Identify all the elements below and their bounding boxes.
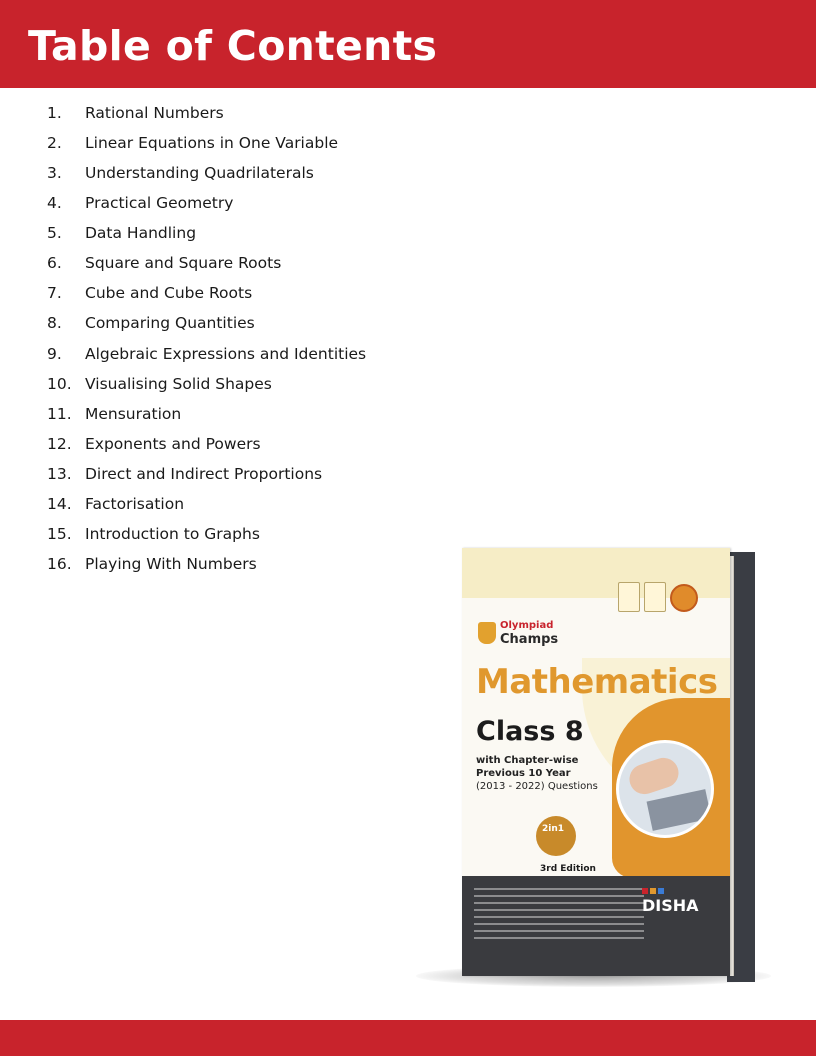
toc-label: Visualising Solid Shapes <box>85 374 272 393</box>
award-badge-icon <box>644 582 666 612</box>
book-title: Mathematics <box>476 662 718 702</box>
toc-label: Exponents and Powers <box>85 434 261 453</box>
toc-item <box>47 429 366 459</box>
trophy-icon <box>478 622 496 644</box>
toc-item <box>47 188 366 218</box>
award-seal-icon <box>670 584 698 612</box>
toc-number: 1. <box>47 104 62 123</box>
publisher-logo: DISHA <box>642 896 699 915</box>
toc-number: 3. <box>47 164 62 183</box>
toc-item <box>47 459 366 489</box>
toc-item <box>47 278 366 308</box>
two-in-one-seal <box>536 816 576 856</box>
toc-item <box>47 248 366 278</box>
seal-label: 2in1 <box>542 824 565 834</box>
book-class: Class 8 <box>476 716 584 747</box>
toc-item <box>47 218 366 248</box>
toc-label: Factorisation <box>85 494 185 513</box>
toc-label: Mensuration <box>85 404 182 423</box>
toc-number: 15. <box>47 524 72 543</box>
toc-number: 2. <box>47 134 62 153</box>
brand-top: Olympiad <box>500 620 554 631</box>
toc-label: Comparing Quantities <box>85 314 255 333</box>
toc-item <box>47 158 366 188</box>
toc-label: Playing With Numbers <box>85 554 257 573</box>
toc-number: 10. <box>47 374 72 393</box>
toc-item <box>47 339 366 369</box>
toc-item <box>47 399 366 429</box>
toc-label: Introduction to Graphs <box>85 524 260 543</box>
toc-number: 4. <box>47 194 62 213</box>
book-front-cover <box>462 548 730 976</box>
toc-label: Direct and Indirect Proportions <box>85 464 323 483</box>
toc-number: 6. <box>47 254 62 273</box>
toc-label: Square and Square Roots <box>85 254 282 273</box>
cover-fine-print <box>474 888 644 944</box>
toc-item <box>47 98 366 128</box>
publisher-logo-mark <box>642 888 664 894</box>
toc-item <box>47 489 366 519</box>
toc-label: Data Handling <box>85 224 197 243</box>
olympiad-champs-logo <box>478 620 558 650</box>
page-title: Table of Contents <box>28 22 438 70</box>
toc-number: 5. <box>47 224 62 243</box>
award-badges <box>618 582 698 612</box>
book-cover-image <box>412 540 772 980</box>
brand-bottom: Champs <box>500 632 559 647</box>
edition-label: 3rd Edition <box>540 864 596 874</box>
table-of-contents <box>47 98 366 579</box>
toc-item <box>47 519 366 549</box>
book-subtitle <box>476 754 598 793</box>
toc-number: 7. <box>47 284 62 303</box>
award-badge-icon <box>618 582 640 612</box>
hand-shape <box>626 754 683 798</box>
calculator-photo <box>616 740 714 838</box>
toc-item <box>47 128 366 158</box>
toc-label: Cube and Cube Roots <box>85 284 253 303</box>
toc-number: 9. <box>47 344 62 363</box>
toc-item <box>47 549 366 579</box>
toc-item <box>47 369 366 399</box>
toc-number: 16. <box>47 554 72 573</box>
header-bar <box>0 0 816 88</box>
toc-number: 14. <box>47 494 72 513</box>
toc-item <box>47 308 366 338</box>
toc-label: Practical Geometry <box>85 194 234 213</box>
subtitle-line: with Chapter-wise <box>476 755 579 766</box>
toc-label: Linear Equations in One Variable <box>85 134 339 153</box>
toc-label: Understanding Quadrilaterals <box>85 164 314 183</box>
subtitle-line: Previous 10 Year <box>476 768 571 779</box>
subtitle-line: (2013 - 2022) Questions <box>476 781 598 792</box>
toc-number: 11. <box>47 404 72 423</box>
toc-number: 8. <box>47 314 62 333</box>
toc-number: 12. <box>47 434 72 453</box>
toc-label: Algebraic Expressions and Identities <box>85 344 367 363</box>
footer-bar <box>0 1020 816 1056</box>
toc-label: Rational Numbers <box>85 104 224 123</box>
toc-number: 13. <box>47 464 72 483</box>
